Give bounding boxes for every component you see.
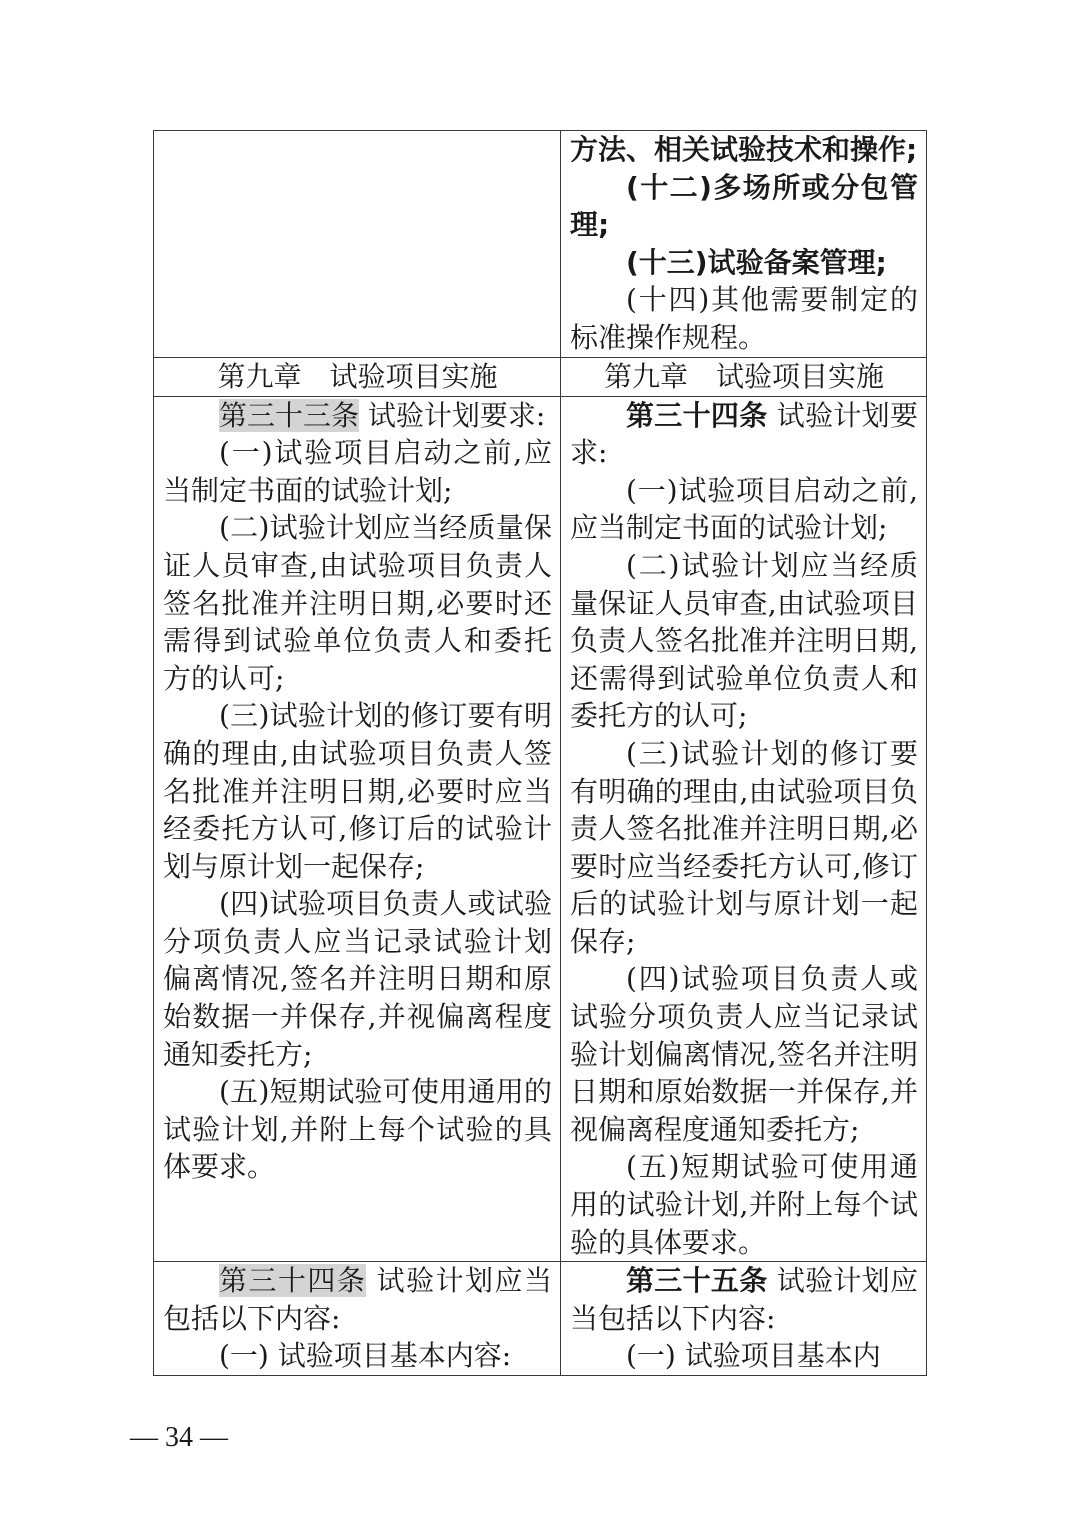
table-row: [154, 131, 927, 358]
list-item: (五)短期试验可使用通用的试验计划,并附上每个试验的具体要求。: [163, 1075, 552, 1184]
list-item: (五)短期试验可使用通用的试验计划,并附上每个试验的具体要求。: [570, 1150, 918, 1259]
table-row: [154, 357, 927, 396]
article-title: 试验计划应当包括以下内容:: [163, 1264, 552, 1335]
left-article-cell: [154, 396, 561, 1262]
list-item: (一)试验项目启动之前,应当制定书面的试验计划;: [570, 473, 918, 545]
article-number-highlight: 第三十三条: [219, 398, 360, 432]
right-cell-continuation: [561, 131, 927, 358]
paragraph: (十四)其他需要制定的标准操作规程。: [570, 283, 918, 354]
paragraph: (十二)多场所或分包管理;: [570, 170, 918, 242]
chapter-heading-right: 第九章 试验项目实施: [561, 357, 927, 396]
article-title: 试验计划要求:: [570, 398, 918, 470]
article-title: 试验计划要求:: [359, 398, 546, 432]
article-number-bold: 第三十五条: [626, 1264, 768, 1298]
article-heading: [570, 397, 918, 472]
list-item: (二)试验计划应当经质量保证人员审查,由试验项目负责人签名批准并注明日期,必要时还需得到试验单位负责人和委托方的认可;: [163, 511, 552, 695]
list-item: (二)试验计划应当经质量保证人员审查,由试验项目负责人签名批准并注明日期,还需得到试验单位负责人和委托方的认可;: [570, 548, 918, 733]
list-item: (四)试验项目负责人或试验分项负责人应当记录试验计划偏离情况,签名并注明日期和原始数据一并保存,并视偏离程度通知委托方;: [163, 887, 552, 1071]
list-item: (三)试验计划的修订要有明确的理由,由试验项目负责人签名批准并注明日期,必要时应当经委托方认可,修订后的试验计划与原计划一起保存;: [570, 736, 918, 958]
article-number-highlight: 第三十四条: [219, 1264, 367, 1298]
left-article-cell: [154, 1262, 561, 1376]
comparison-table: [153, 130, 927, 1376]
chapter-heading-left: 第九章 试验项目实施: [154, 357, 561, 396]
list-item: (三)试验计划的修订要有明确的理由,由试验项目负责人签名批准并注明日期,必要时应当经委托方认可,修订后的试验计划与原计划一起保存;: [163, 699, 552, 883]
paragraph: 方法、相关试验技术和操作;: [570, 133, 918, 166]
list-item: (一)试验项目启动之前,应当制定书面的试验计划;: [163, 436, 552, 507]
left-cell-continuation: [154, 131, 561, 358]
list-item: (一) 试验项目基本内容:: [219, 1339, 512, 1373]
article-title: 试验计划应当包括以下内容:: [570, 1264, 918, 1335]
table-row: [154, 1262, 927, 1376]
page-number: — 34 —: [130, 1422, 228, 1453]
article-heading: [163, 1262, 552, 1337]
article-heading: [570, 1262, 918, 1337]
list-item: (四)试验项目负责人或试验分项负责人应当记录试验计划偏离情况,签名并注明日期和原始数据一并保存,并视偏离程度通知委托方;: [570, 962, 918, 1146]
list-item: (一) 试验项目基本内: [626, 1339, 881, 1373]
paragraph: (十三)试验备案管理;: [626, 245, 887, 279]
article-heading: [163, 397, 552, 435]
right-article-cell: [561, 1262, 927, 1376]
article-number-bold: 第三十四条: [626, 398, 768, 432]
table-row: [154, 396, 927, 1262]
right-article-cell: [561, 396, 927, 1262]
